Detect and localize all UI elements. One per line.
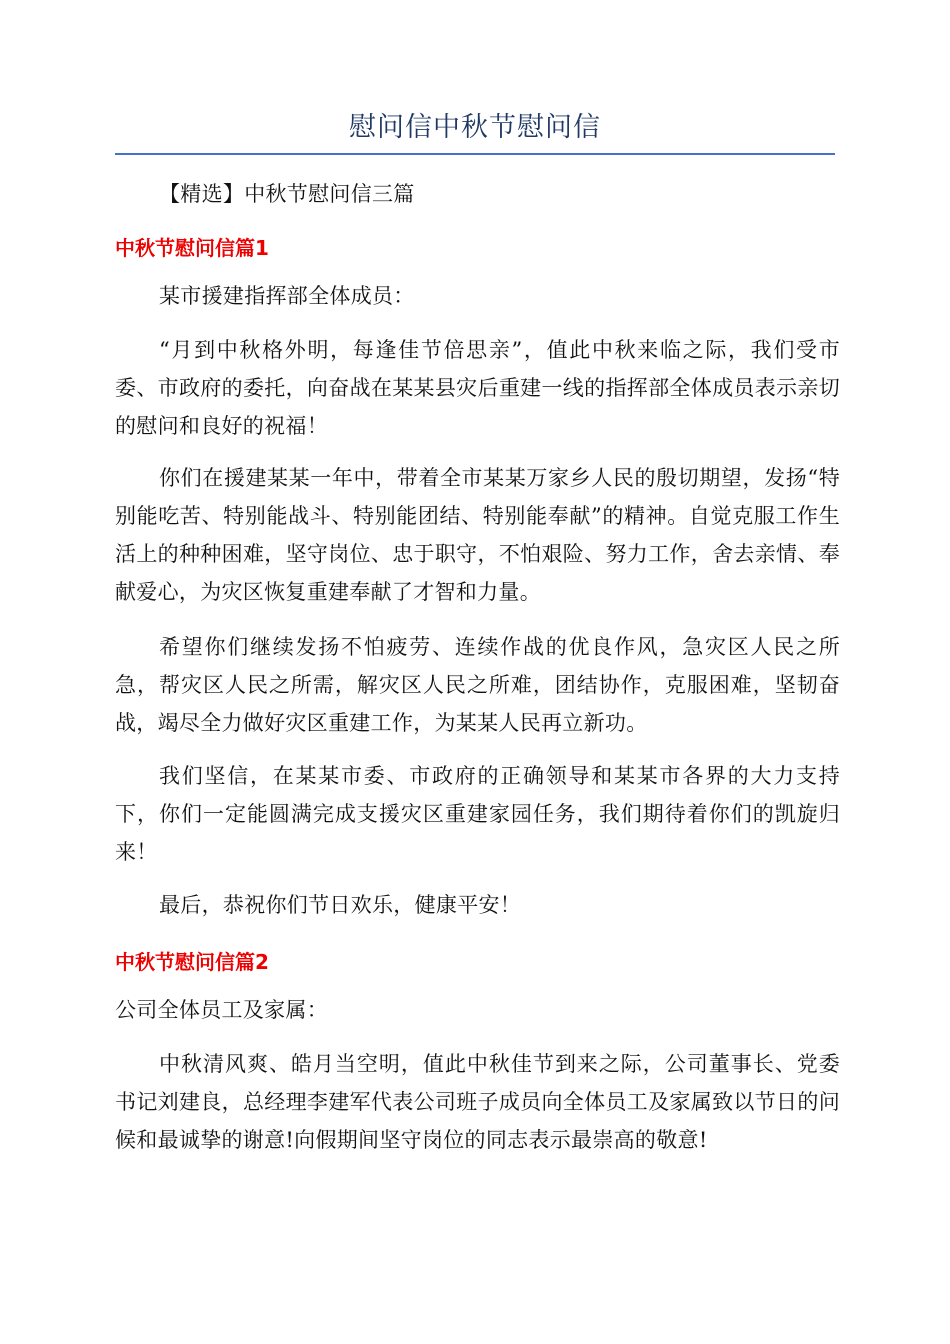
letter2-salutation: 公司全体员工及家属： [115,998,328,1022]
letter2-paragraph-1: 中秋清风爽、皓月当空明，值此中秋佳节到来之际，公司董事长、党委书记刘建良，总经理李建军代表公司班子成员向全体员工及家属致以节日的问候和最诚挚的谢意!向假期间坚守岗位的同志表示最崇高的敬意! [115,1052,840,1152]
letter1-salutation: 某市援建指挥部全体成员： [159,284,415,308]
letter2-heading: 中秋节慰问信篇2 [115,950,269,974]
letter1-paragraph-4: 我们坚信，在某某市委、市政府的正确领导和某某市各界的大力支持下，你们一定能圆满完成支援灾区重建家园任务，我们期待着你们的凯旋归来！ [115,764,840,864]
letter1-heading: 中秋节慰问信篇1 [115,236,269,260]
letter1-paragraph-1: “月到中秋格外明，每逢佳节倍思亲”，值此中秋来临之际，我们受市委、市政府的委托，向奋战在某某县灾后重建一线的指挥部全体成员表示亲切的慰问和良好的祝福！ [115,338,840,438]
title-underline [115,153,835,155]
letter1-paragraph-3: 希望你们继续发扬不怕疲劳、连续作战的优良作风，急灾区人民之所急，帮灾区人民之所需，解灾区人民之所难，团结协作，克服困难，坚韧奋战，竭尽全力做好灾区重建工作，为某某人民再立新功。 [115,635,840,735]
letter1-paragraph-2: 你们在援建某某一年中，带着全市某某万家乡人民的殷切期望，发扬“特别能吃苦、特别能战斗、特别能团结、特别能奉献”的精神。自觉克服工作生活上的种种困难，坚守岗位、忠于职守，不怕艰险、努力工作，舍去亲情、奉献爱心，为灾区恢复重建奉献了才智和力量。 [115,466,840,604]
document-subtitle: 【精选】中秋节慰问信三篇 [159,182,415,206]
letter1-paragraph-5: 最后，恭祝你们节日欢乐，健康平安！ [159,893,522,917]
document-title: 慰问信中秋节慰问信 [349,112,601,143]
